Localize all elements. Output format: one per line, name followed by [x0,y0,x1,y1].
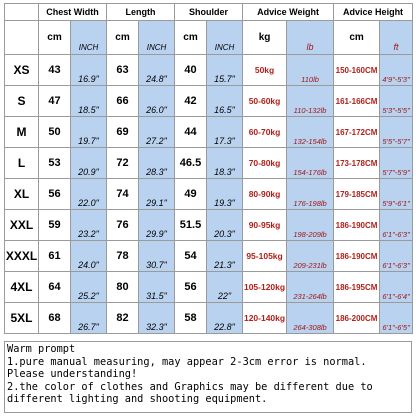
table-row [5,303,413,334]
shoulder-inch-cell: 21.3" [207,241,243,272]
height-ft-cell: 5'9"-6'1" [380,179,413,210]
size-cell: 4XL [5,272,39,303]
table-row [5,210,413,241]
height-cm-cell: 186-190CM [334,210,380,241]
advice-height-header: Advice Height [334,4,413,21]
chest-inch-cell: 18.5" [71,86,107,117]
weight-kg-cell: 80-90kg [243,179,287,210]
shoulder-inch-cell: 18.3" [207,148,243,179]
height-ft-cell: 6'1"-6'4" [380,272,413,303]
chest-width-header: Chest Width [39,4,107,21]
weight-kg-cell: 50kg [243,55,287,86]
chest-unit-inch: INCH [71,21,107,55]
length-cm-cell: 78 [107,241,139,272]
shoulder-inch-cell: 19.3" [207,179,243,210]
header-row [5,4,413,21]
weight-lb-cell: 231-264lb [287,272,334,303]
length-cm-cell: 66 [107,86,139,117]
table-row [5,241,413,272]
shoulder-inch-cell: 22.8" [207,303,243,334]
warm-prompt-line-2: 2.the color of clothes and Graphics may be different due to different lighting and shooting equipment. [7,380,373,406]
shoulder-unit-inch: INCH [207,21,243,55]
chest-inch-cell: 24.0" [71,241,107,272]
warm-prompt-title: Warm prompt [7,343,76,355]
shoulder-cm-cell: 49 [175,179,207,210]
units-corner [5,21,39,55]
height-cm-cell: 186-200CM [334,303,380,334]
weight-lb-cell: 176-198lb [287,179,334,210]
shoulder-inch-cell: 16.5" [207,86,243,117]
height-cm-cell: 161-166CM [334,86,380,117]
chest-cm-cell: 43 [39,55,71,86]
weight-lb-cell: 209-231lb [287,241,334,272]
length-inch-cell: 32.3" [139,303,175,334]
height-cm-cell: 167-172CM [334,117,380,148]
chest-inch-cell: 20.9" [71,148,107,179]
weight-unit-kg: kg [243,21,287,55]
length-cm-cell: 72 [107,148,139,179]
table-row [5,179,413,210]
weight-kg-cell: 90-95kg [243,210,287,241]
chest-inch-cell: 25.2" [71,272,107,303]
height-ft-cell: 6'1"-6'5" [380,303,413,334]
chest-unit-cm: cm [39,21,71,55]
height-ft-cell: 5'3"-5'5" [380,86,413,117]
weight-unit-lb: lb [287,21,334,55]
size-rows [5,55,413,334]
shoulder-cm-cell: 46.5 [175,148,207,179]
height-unit-ft: ft [380,21,413,55]
weight-lb-cell: 110-132lb [287,86,334,117]
chest-cm-cell: 61 [39,241,71,272]
warm-prompt-line-1: 1.pure manual measuring, may appear 2-3cm error is normal. Please understanding! [7,355,367,381]
weight-kg-cell: 95-105kg [243,241,287,272]
chest-cm-cell: 53 [39,148,71,179]
height-ft-cell: 6'1"-6'3" [380,210,413,241]
shoulder-header: Shoulder [175,4,243,21]
length-inch-cell: 29.9" [139,210,175,241]
chest-cm-cell: 50 [39,117,71,148]
weight-lb-cell: 264-308lb [287,303,334,334]
shoulder-cm-cell: 40 [175,55,207,86]
chest-cm-cell: 47 [39,86,71,117]
shoulder-inch-cell: 15.7" [207,55,243,86]
height-cm-cell: 150-160CM [334,55,380,86]
weight-lb-cell: 132-154lb [287,117,334,148]
length-inch-cell: 31.5" [139,272,175,303]
height-unit-cm: cm [334,21,380,55]
size-cell: XS [5,55,39,86]
shoulder-cm-cell: 54 [175,241,207,272]
length-cm-cell: 69 [107,117,139,148]
length-inch-cell: 30.7" [139,241,175,272]
length-inch-cell: 26.0" [139,86,175,117]
length-cm-cell: 74 [107,179,139,210]
length-inch-cell: 27.2" [139,117,175,148]
height-cm-cell: 186-195CM [334,272,380,303]
shoulder-cm-cell: 58 [175,303,207,334]
length-unit-cm: cm [107,21,139,55]
size-cell: M [5,117,39,148]
height-ft-cell: 5'7"-5'9" [380,148,413,179]
size-cell: 5XL [5,303,39,334]
weight-kg-cell: 60-70kg [243,117,287,148]
shoulder-unit-cm: cm [175,21,207,55]
weight-kg-cell: 105-120kg [243,272,287,303]
height-cm-cell: 186-190CM [334,241,380,272]
size-chart [4,3,412,334]
shoulder-cm-cell: 56 [175,272,207,303]
size-cell: XXXL [5,241,39,272]
size-header-corner [5,4,39,21]
length-inch-cell: 29.1" [139,179,175,210]
advice-weight-header: Advice Weight [243,4,334,21]
chest-cm-cell: 59 [39,210,71,241]
weight-lb-cell: 154-176lb [287,148,334,179]
size-cell: XXL [5,210,39,241]
weight-lb-cell: 198-209lb [287,210,334,241]
shoulder-cm-cell: 51.5 [175,210,207,241]
shoulder-cm-cell: 44 [175,117,207,148]
units-row [5,21,413,55]
length-header: Length [107,4,175,21]
length-cm-cell: 82 [107,303,139,334]
weight-kg-cell: 70-80kg [243,148,287,179]
length-inch-cell: 24.8" [139,55,175,86]
table-row [5,148,413,179]
chest-cm-cell: 64 [39,272,71,303]
length-unit-inch: INCH [139,21,175,55]
shoulder-cm-cell: 42 [175,86,207,117]
height-ft-cell: 6'1"-6'3" [380,241,413,272]
size-table [4,3,413,334]
length-cm-cell: 76 [107,210,139,241]
length-cm-cell: 80 [107,272,139,303]
weight-kg-cell: 50-60kg [243,86,287,117]
chest-inch-cell: 23.2" [71,210,107,241]
table-row [5,117,413,148]
chest-inch-cell: 22.0" [71,179,107,210]
chest-cm-cell: 68 [39,303,71,334]
table-row [5,272,413,303]
size-cell: XL [5,179,39,210]
chest-inch-cell: 26.7" [71,303,107,334]
size-cell: S [5,86,39,117]
height-ft-cell: 4'9"-5'3" [380,55,413,86]
height-cm-cell: 173-178CM [334,148,380,179]
weight-lb-cell: 110lb [287,55,334,86]
shoulder-inch-cell: 20.3" [207,210,243,241]
shoulder-inch-cell: 22" [207,272,243,303]
weight-kg-cell: 120-140kg [243,303,287,334]
shoulder-inch-cell: 17.3" [207,117,243,148]
chest-inch-cell: 16.9" [71,55,107,86]
length-cm-cell: 63 [107,55,139,86]
height-cm-cell: 179-185CM [334,179,380,210]
chest-cm-cell: 56 [39,179,71,210]
length-inch-cell: 28.3" [139,148,175,179]
table-row [5,86,413,117]
size-cell: L [5,148,39,179]
table-row [5,55,413,86]
warm-prompt-box [4,341,412,413]
height-ft-cell: 5'5"-5'7" [380,117,413,148]
chest-inch-cell: 19.7" [71,117,107,148]
